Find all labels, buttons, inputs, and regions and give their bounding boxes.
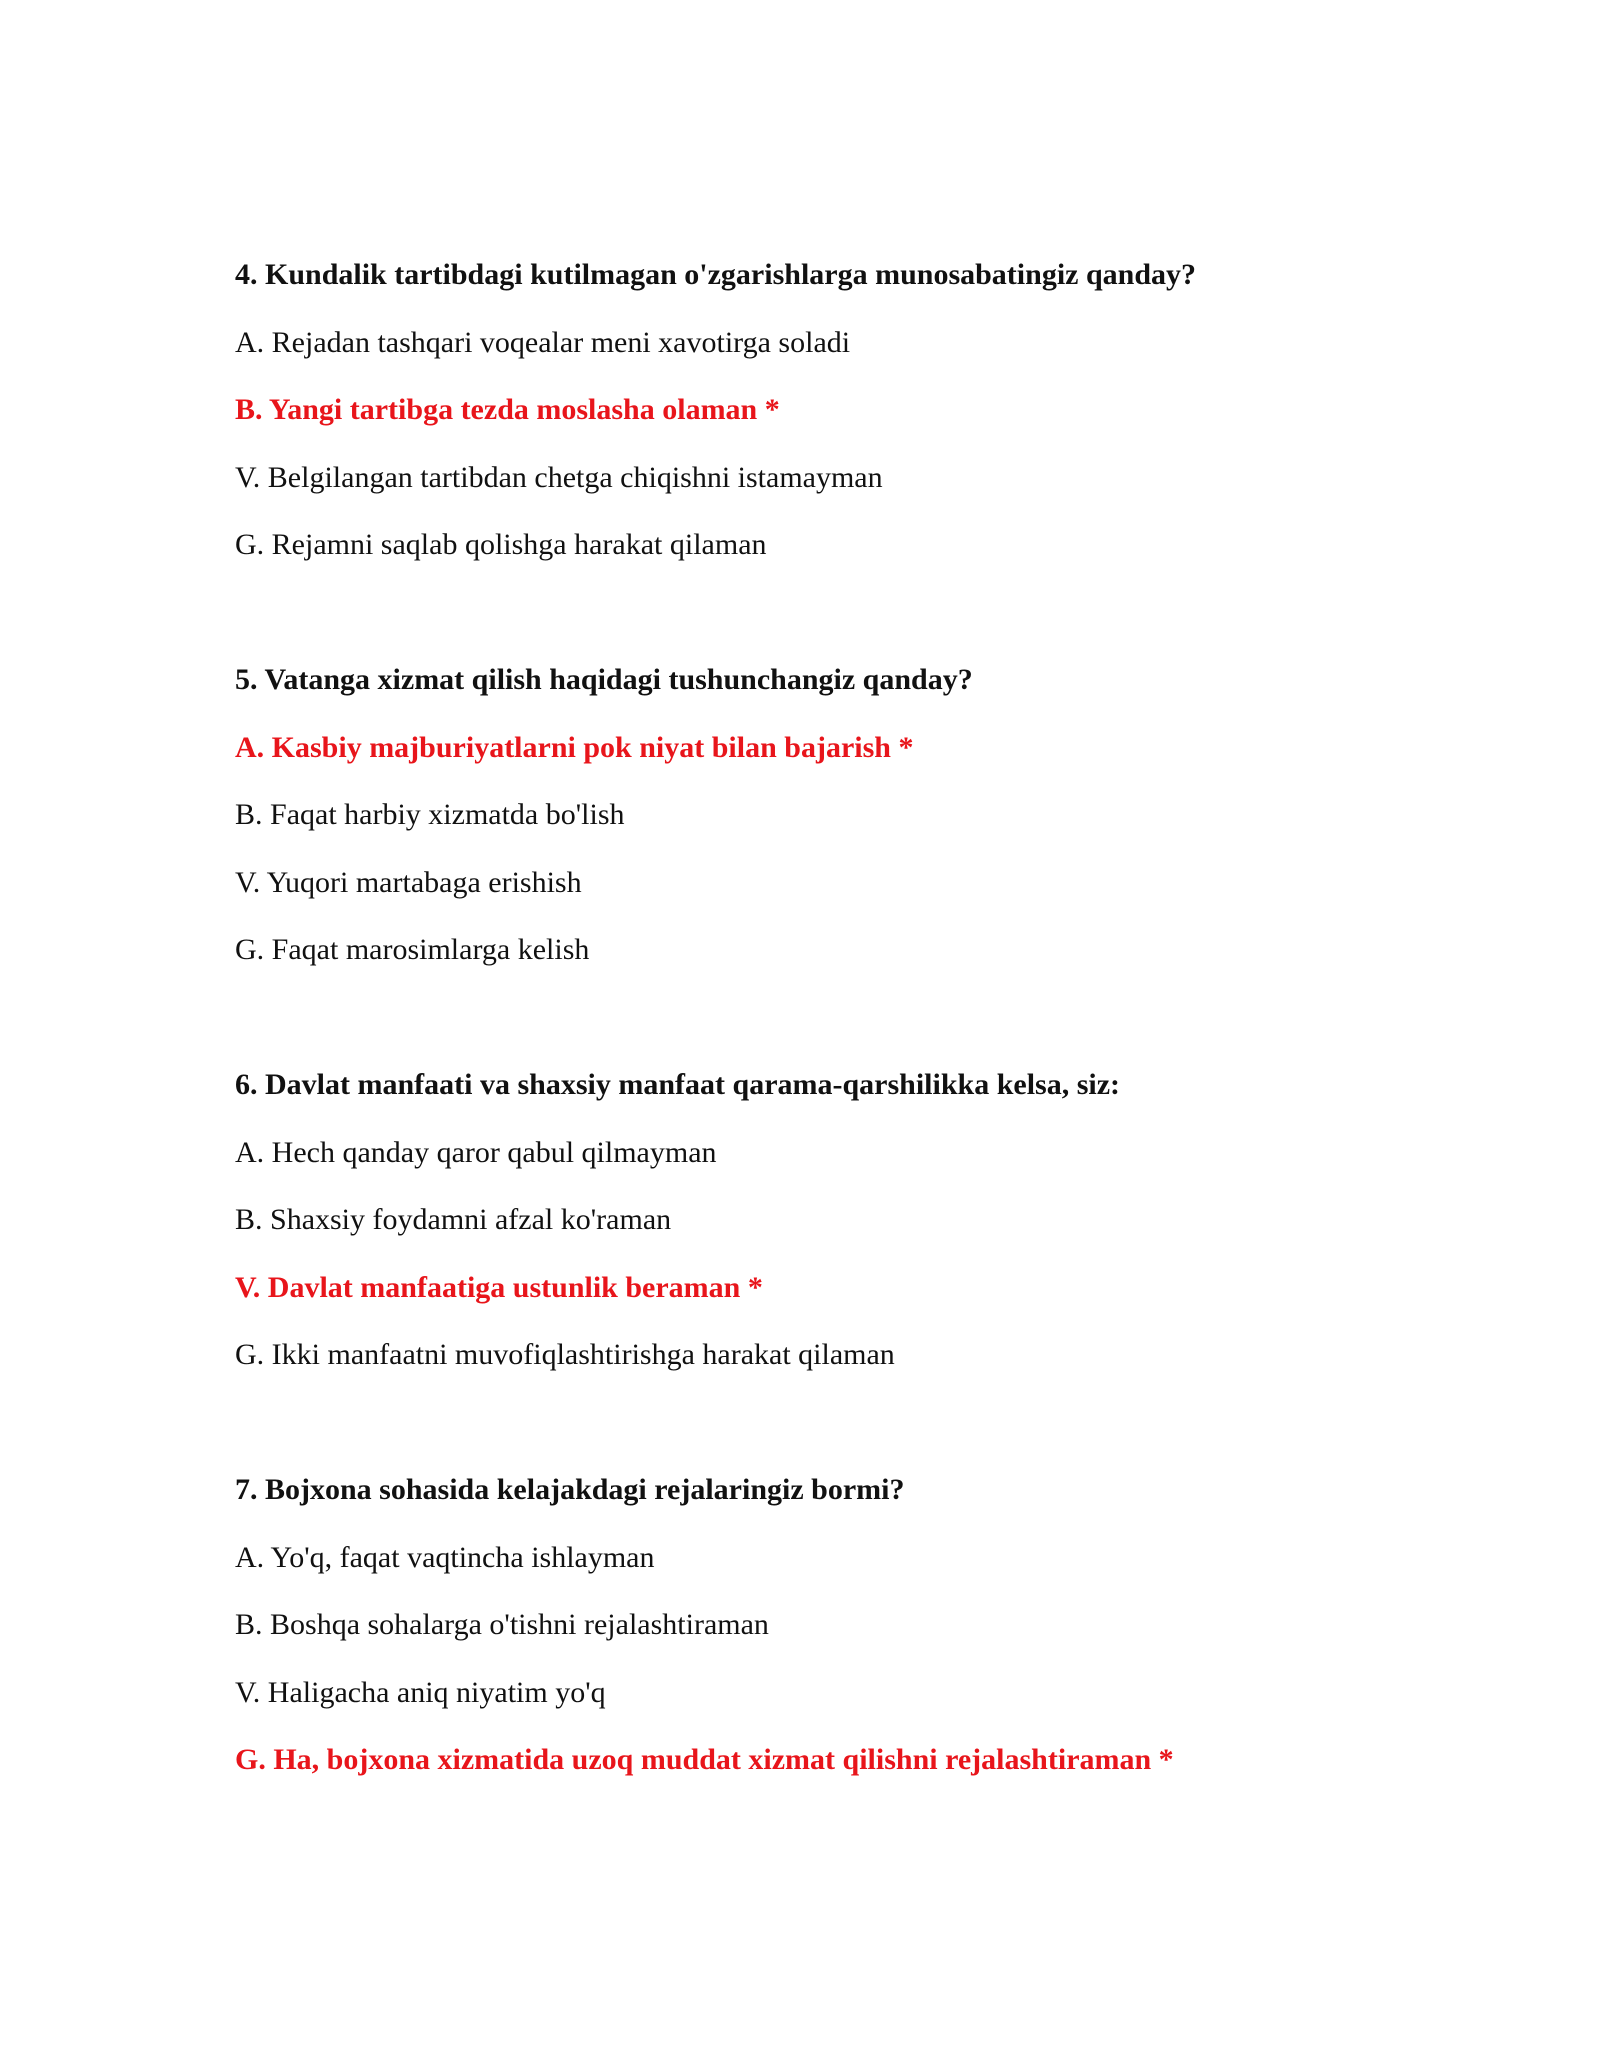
answer-option: G. Faqat marosimlarga kelish bbox=[235, 933, 590, 966]
answer-option: G. Rejamni saqlab qolishga harakat qilaman bbox=[235, 528, 767, 561]
question-block bbox=[235, 241, 1435, 579]
answer-option: B. Shaxsiy foydamni afzal ko'raman bbox=[235, 1203, 672, 1236]
question-text: 4. Kundalik tartibdagi kutilmagan o'zgarishlarga munosabatingiz qanday? bbox=[235, 258, 1197, 291]
correct-answer-option: G. Ha, bojxona xizmatida uzoq muddat xizmat qilishni rejalashtiraman * bbox=[235, 1743, 1174, 1776]
correct-answer-option: B. Yangi tartibga tezda moslasha olaman * bbox=[235, 393, 780, 426]
question-text: 5. Vatanga xizmat qilish haqidagi tushunchangiz qanday? bbox=[235, 663, 973, 696]
question-text: 7. Bojxona sohasida kelajakdagi rejalaringiz bormi? bbox=[235, 1473, 905, 1506]
answer-option: A. Hech qanday qaror qabul qilmayman bbox=[235, 1135, 717, 1169]
question-block bbox=[235, 1051, 1435, 1389]
question-block bbox=[235, 1456, 1435, 1794]
question-text: 6. Davlat manfaati va shaxsiy manfaat qarama-qarshilikka kelsa, siz: bbox=[235, 1068, 1121, 1101]
answer-option: G. Ikki manfaatni muvofiqlashtirishga harakat qilaman bbox=[235, 1338, 895, 1371]
answer-option: V. Haligacha aniq niyatim yo'q bbox=[235, 1675, 606, 1709]
correct-answer-option: V. Davlat manfaatiga ustunlik beraman * bbox=[235, 1270, 763, 1304]
answer-option: A. Rejadan tashqari voqealar meni xavotirga soladi bbox=[235, 325, 851, 359]
answer-option: V. Yuqori martabaga erishish bbox=[235, 865, 582, 899]
answer-option: A. Yo'q, faqat vaqtincha ishlayman bbox=[235, 1540, 655, 1574]
answer-option: V. Belgilangan tartibdan chetga chiqishni istamayman bbox=[235, 460, 883, 494]
answer-option: B. Boshqa sohalarga o'tishni rejalashtiraman bbox=[235, 1608, 769, 1641]
question-block bbox=[235, 646, 1435, 984]
answer-option: B. Faqat harbiy xizmatda bo'lish bbox=[235, 798, 625, 831]
correct-answer-option: A. Kasbiy majburiyatlarni pok niyat bilan bajarish * bbox=[235, 730, 914, 764]
